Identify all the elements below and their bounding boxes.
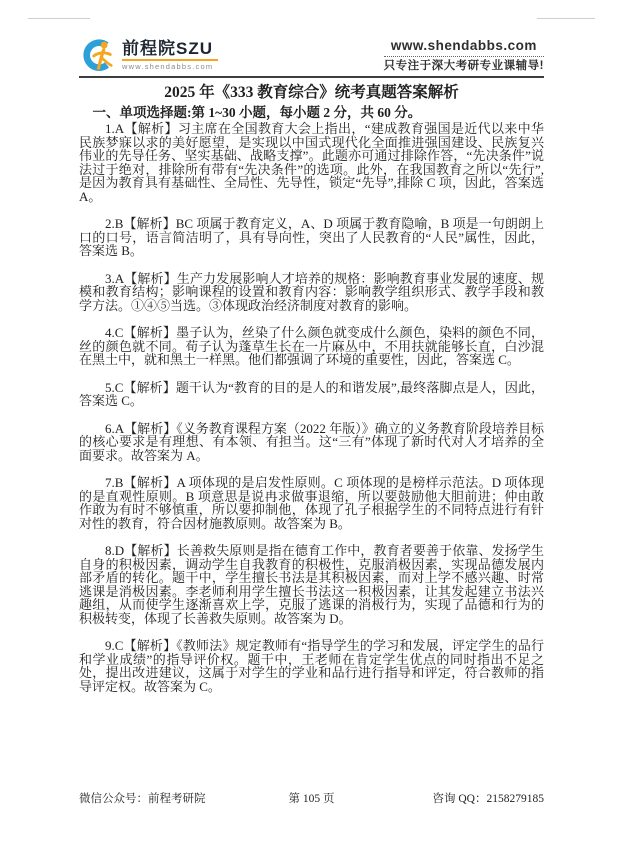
answer-explanation-3: 3.A【解析】生产力发展影响人才培养的规格：影响教育事业发展的速度、规模和教育结构；影响课程的设置和教育内容：影响教学组织形式、教学手段和教学方法。①④⑤当选。③体现政治经济制度对教育的影响。 xyxy=(79,270,544,313)
footer-wechat: 微信公众号：前程考研院 xyxy=(79,793,206,805)
document-title: 2025 年《333 教育综合》统考真题答案解析 xyxy=(164,84,459,101)
page-header xyxy=(79,0,544,78)
section-heading: 一、单项选择题:第 1~30 小题，每小题 2 分，共 60 分。 xyxy=(92,105,422,121)
answer-explanation-8: 8.D【解析】长善救失原则是指在德育工作中，教育者要善于依靠、发扬学生自身的积极因素，调动学生自我教育的积极性，克服消极因素，实现品德发展内部矛盾的转化。题干中，学生擅长书法是其积极因素，而对上学不感兴趣、时常逃课是消极因素。李老师利用学生擅长书法这一积极因素，让其发起建立书法兴趣组，从而使学生逐渐喜欢上学，克服了逃课的消极行为，实现了品德和行为的积极转变，体现了长善救失原则。故答案为 D。 xyxy=(79,543,544,626)
page-number: 第 105 页 xyxy=(288,793,335,805)
answer-explanation-4: 4.C【解析】墨子认为，丝染了什么颜色就变成什么颜色，染料的颜色不同，丝的颜色就不同。荀子认为蓬草生长在一片麻丛中，不用扶就能够长直，白沙混在黑土中，就和黑土一样黑。他们都强调了环境的重要性，因此，答案选 C。 xyxy=(79,325,544,368)
page-footer xyxy=(79,790,544,806)
brand-logo xyxy=(79,37,218,73)
answer-explanation-6: 6.A【解析】《义务教育课程方案（2022 年版）》确立的义务教育阶段培养目标的核心要求是有理想、有本领、有担当。这“三有”体现了新时代对人才培养的全面要求。故答案为 A。 xyxy=(79,420,544,463)
footer-qq: 咨询 QQ：2158279185 xyxy=(432,793,544,805)
scan-artifact-left xyxy=(28,18,90,19)
header-slogan: 只专注于深大考研专业课辅导! xyxy=(383,59,544,72)
header-website-url: www.shendabbs.com xyxy=(384,38,544,57)
header-right xyxy=(384,38,544,73)
leaping-person-logo-icon xyxy=(79,37,117,73)
answer-explanation-7: 7.B【解析】A 项体现的是启发性原则。C 项体现的是榜样示范法。D 项体现的是直观性原则。B 项意思是说冉求做事退缩，所以要鼓励他大胆前进；仲由敢作敢为有时不够慎重，所以要抑制他，体现了孔子根据学生的不同特点进行有针对性的教育，符合因材施教原则。故答案为 B。 xyxy=(79,475,544,531)
document-content xyxy=(79,83,544,693)
brand-name: 前程院SZU xyxy=(122,38,213,58)
scan-artifact-right xyxy=(537,18,595,19)
brand-underline xyxy=(122,59,218,61)
answer-explanation-9: 9.C【解析】《教师法》规定教师有“指导学生的学习和发展，评定学生的品行和学业成绩”的指导评价权。题干中，王老师在肯定学生优点的同时指出不足之处，提出改进建议，这属于对学生的学业和品行进行指导和评定，符合教师的指导评定权。故答案为 C。 xyxy=(79,638,544,694)
answer-explanation-5: 5.C【解析】题干认为“教育的目的是人的和谐发展”,最终落脚点是人，因此，答案选 C。 xyxy=(79,379,544,409)
brand-site-url: www.shendabbs.com xyxy=(122,61,214,71)
answer-explanation-2: 2.B【解析】BC 项属于教育定义，A、D 项属于教育隐喻，B 项是一句朗朗上口的口号，语言简洁明了，具有导向性，突出了人民教育的“人民”属性，因此，答案选 B。 xyxy=(79,216,544,259)
answer-explanation-1: 1.A【解析】习主席在全国教育大会上指出，“建成教育强国是近代以来中华民族梦寐以求的美好愿望，是实现以中国式现代化全面推进强国建设、民族复兴伟业的先导任务、坚实基础、战略支撑”。此题亦可通过排除作答，“先决条件”说法过于绝对，排除所有带有“先决条件”的选项。此外，在我国教育之所以“先行”,是因为教育具有基础性、全局性、先导性，锁定“先导”,排除 C 项，因此，答案选 A。 xyxy=(79,121,544,204)
